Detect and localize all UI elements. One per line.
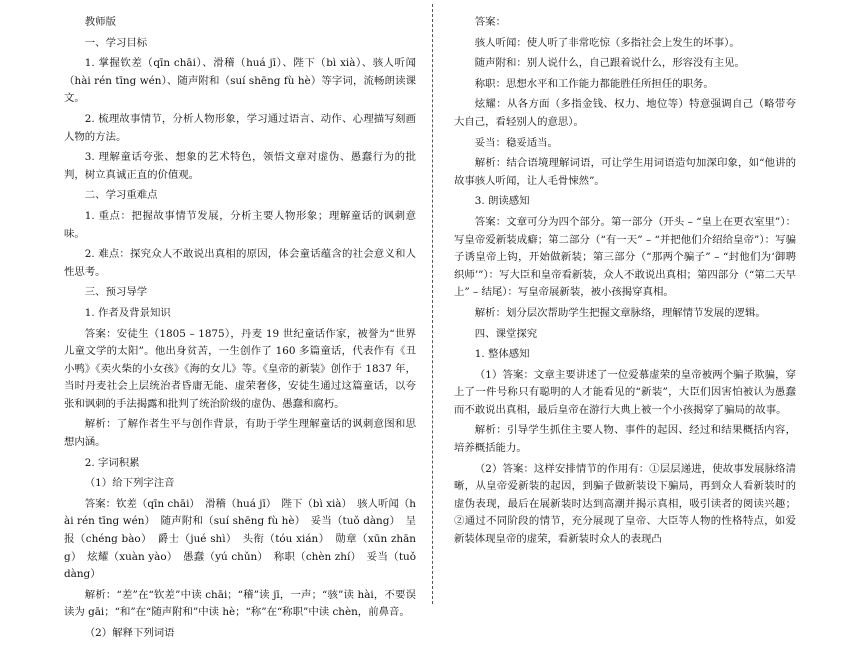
paragraph: 答案：文章可分为四个部分。第一部分（开头 – “皇上在更衣室里”）：写皇帝爱新装成癖；第二部分（“有一天” – “并把他们介绍给皇帝”）：写骗子诱皇帝上钩，开始做新装；第三部分（“那两个骗子” – “封他们为‘御聘织师’”）：写大臣和皇帝看新装，众人不敢说出真相；第四部分（“第二天早上” – 结尾）：写皇帝展新装，被小孩揭穿真相。 xyxy=(454,215,796,299)
paragraph: 解析：引导学生抓住主要人物、事件的起因、经过和结果概括内容，培养概括能力。 xyxy=(454,424,796,455)
paragraph: 三、预习导学 xyxy=(84,286,148,299)
paragraph: 解析：划分层次帮助学生把握文章脉络，理解情节发展的逻辑。 xyxy=(474,306,766,319)
paragraph: 称职：思想水平和工作能力都能胜任所担任的职务。 xyxy=(474,77,714,90)
paragraph: 1. 重点：把握故事情节发展，分析主要人物形象；理解童话的讽刺意味。 xyxy=(64,209,416,240)
paragraph: 妥当：稳妥适当。 xyxy=(474,136,558,149)
paragraph: 1. 掌握钦差（qīn chāi）、滑稽（huá jī）、陛下（bì xià）、骇人听闻（hài rén tīng wén）、随声附和（suí shēng fù hè）等字词，流畅朗读课文。 xyxy=(64,57,416,105)
paragraph: 1. 整体感知 xyxy=(474,348,530,361)
paragraph: 随声附和：别人说什么，自己跟着说什么，形容没有主见。 xyxy=(474,57,745,70)
paragraph: 答案： xyxy=(474,16,506,28)
paragraph: 答案：安徒生（1805 – 1875），丹麦 19 世纪童话作家，被誉为“世界儿童文学的太阳”。他出身贫苦，一生创作了 160 多篇童话，代表作有《丑小鸭》《卖火柴的小女孩》《海的女儿》等。《皇帝的新装》创作于 1837 年，当时丹麦社会上层统治者昏庸无能、虚荣奢侈，安徒生通过这篇童话，以夸张和讽刺的手法揭露和批判了统治阶级的虚伪、愚蠢和腐朽。 xyxy=(64,327,416,410)
right-column xyxy=(454,14,796,552)
paragraph: 3. 朗读感知 xyxy=(474,195,530,208)
paragraph: （1）给下列字注音 xyxy=(84,477,175,490)
paragraph: 3. 理解童话夸张、想象的艺术特色，领悟文章对虚伪、愚蠢行为的批判，树立真诚正直的价值观。 xyxy=(64,151,416,181)
column-divider xyxy=(432,4,433,604)
paragraph: 1. 作者及背景知识 xyxy=(84,306,171,319)
paragraph: 解析：结合语境理解词语，可让学生用词语造句加深印象，如“他讲的故事骇人听闻，让人毛骨悚然”。 xyxy=(454,157,796,187)
paragraph: 答案：钦差（qīn chāi） 滑稽（huá jī） 陛下（bì xià） 骇人听闻（hài rén tīng wén） 随声附和（suí shēng fù hè） 妥当（tuǒ dàng） 呈报（chéng bào） 爵士（jué shì） 头衔（tóu xián） 勋章（xūn zhāng） 炫耀（xuàn yào） 愚蠢（yú chǔn） 称职（chèn zhí） 妥当（tuǒ dàng） xyxy=(64,497,416,581)
paragraph: （2）解释下列词语 xyxy=(84,627,175,639)
paragraph: 四、课堂探究 xyxy=(474,327,538,340)
paragraph: 解析：“差”在“钦差”中读 chāi；“稽”读 jī，一声；“骇”读 hài，不要误读为 gāi；“和”在“随声附和”中读 hè；“称”在“称职”中读 chèn，前鼻音。 xyxy=(64,588,416,619)
paragraph: 炫耀：从各方面（多指金钱、权力、地位等）特意强调自己（略带夸大自己，看轻别人的意思）。 xyxy=(454,98,796,128)
left-column xyxy=(64,14,416,646)
paragraph: 骇人听闻：使人听了非常吃惊（多指社会上发生的坏事）。 xyxy=(474,36,740,49)
paragraph: 一、学习目标 xyxy=(84,36,148,49)
paragraph: 解析：了解作者生平与创作背景，有助于学生理解童话的讽刺意图和思想内涵。 xyxy=(64,418,416,449)
paragraph: 2. 难点：探究众人不敢说出真相的原因，体会童话蕴含的社会意义和人性思考。 xyxy=(64,248,416,278)
paragraph: 2. 梳理故事情节，分析人物形象，学习通过语言、动作、心理描写刻画人物的方法。 xyxy=(64,112,416,143)
paragraph: 二、学习重难点 xyxy=(84,189,158,202)
paragraph: 教师版 xyxy=(84,16,116,28)
paragraph: （1）答案：文章主要讲述了一位爱慕虚荣的皇帝被两个骗子欺骗，穿上了一件号称只有聪明的人才能看见的“新装”，大臣们因害怕被认为愚蠢而不敢说出真相，最后皇帝在游行大典上被一个小孩揭穿了骗局的故事。 xyxy=(454,368,796,416)
paragraph: 2. 字词积累 xyxy=(84,456,140,469)
paragraph: （2）答案：这样安排情节的作用有：①层层递进，使故事发展脉络清晰，从皇帝爱新装的起因，到骗子做新装设下骗局，再到众人看新装时的虚伪表现，最后在展新装时达到高潮并揭示真相，吸引读者的阅读兴趣；②通过不同阶段的情节，充分展现了皇帝、大臣等人物的性格特点，如爱新装体现皇帝的虚荣，看新装时众人的表现凸 xyxy=(454,462,796,546)
